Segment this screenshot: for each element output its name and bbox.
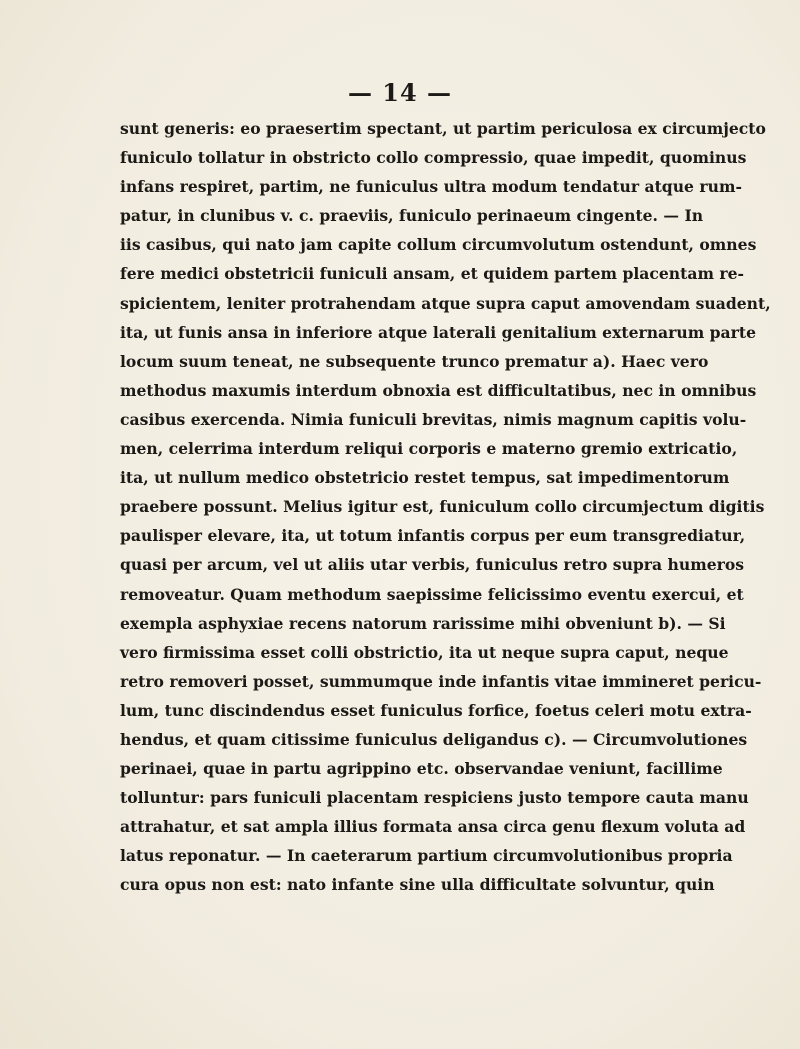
text-line: locum suum teneat, ne subsequente trunco prematur a). Haec vero [120, 351, 709, 371]
text-line: removeatur. Quam methodum saepissime felicissimo eventu exercui, et [120, 584, 744, 604]
text-line: cura opus non est: nato infante sine ulla difficultate solvuntur, quin [120, 875, 715, 895]
text-line: retro removeri posset, summumque inde infantis vitae immineret pericu- [120, 671, 762, 691]
body-text [120, 114, 771, 900]
text-line: praebere possunt. Melius igitur est, funiculum collo circumjectum digitis [120, 497, 765, 517]
text-line: vero firmissima esset colli obstrictio, ita ut neque supra caput, neque [120, 642, 729, 662]
text-line: infans respiret, partim, ne funiculus ultra modum tendatur atque rum- [120, 177, 742, 197]
text-line: exempla asphyxiae recens natorum rarissime mihi obveniunt b). — Si [120, 613, 726, 633]
text-line: methodus maxumis interdum obnoxia est difficultatibus, nec in omnibus [120, 380, 757, 400]
text-line: funiculo tollatur in obstricto collo compressio, quae impedit, quominus [120, 148, 747, 168]
text-line: casibus exercenda. Nimia funiculi brevitas, nimis magnum capitis volu- [120, 409, 747, 429]
text-line: quasi per arcum, vel ut aliis utar verbis, funiculus retro supra humeros [120, 555, 745, 575]
page-number: — 14 — [347, 78, 453, 107]
text-line: attrahatur, et sat ampla illius formata ansa circa genu flexum voluta ad [120, 817, 746, 837]
text-line: lum, tunc discindendus esset funiculus forfice, foetus celeri motu extra- [120, 700, 752, 720]
text-line: patur, in clunibus v. c. praeviis, funiculo perinaeum cingente. — In [120, 206, 704, 226]
text-line: tolluntur: pars funiculi placentam respiciens justo tempore cauta manu [120, 788, 749, 808]
text-line: paulisper elevare, ita, ut totum infantis corpus per eum transgrediatur, [120, 526, 746, 546]
text-line: sunt generis: eo praesertim spectant, ut partim periculosa ex circumjecto [120, 119, 766, 138]
text-line: latus reponatur. — In caeterarum partium circumvolutionibus propria [120, 846, 733, 866]
text-line: perinaei, quae in partu agrippino etc. observandae veniunt, facillime [120, 759, 723, 779]
text-line: spicientem, leniter protrahendam atque supra caput amovendam suadent, [120, 293, 771, 313]
text-line: ita, ut nullum medico obstetricio restet tempus, sat impedimentorum [120, 468, 730, 488]
text-line: men, celerrima interdum reliqui corporis e materno gremio extricatio, [120, 439, 738, 459]
text-line: ita, ut funis ansa in inferiore atque laterali genitalium externarum parte [120, 322, 756, 342]
text-line: fere medici obstetricii funiculi ansam, et quidem partem placentam re- [120, 264, 744, 284]
text-line: hendus, et quam citissime funiculus deligandus c). — Circumvolutiones [120, 729, 748, 749]
text-line: iis casibus, qui nato jam capite collum circumvolutum ostendunt, omnes [120, 235, 757, 255]
